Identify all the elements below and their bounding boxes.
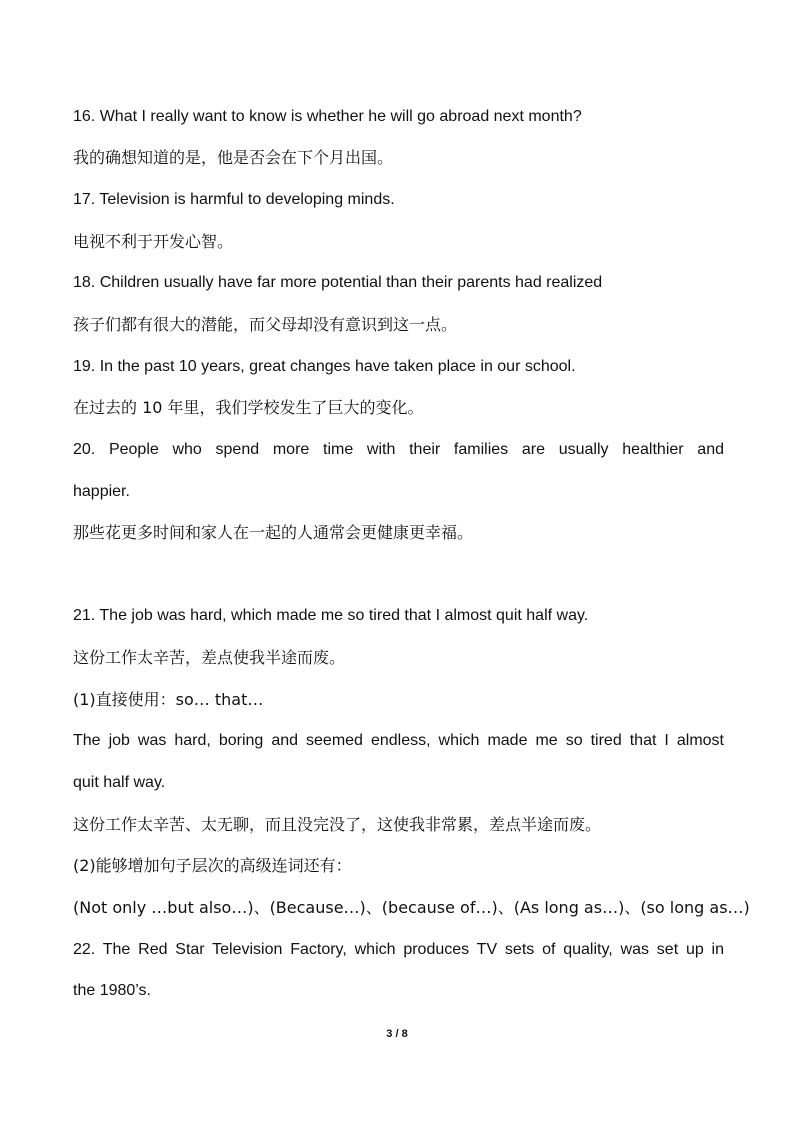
tip-2-conjunctions: (Not only …but also…)、(Because…)、(because of…)、(As long as…)、(so long as…) [73,898,750,917]
sentence-22-english-line2: the 1980’s. [73,982,151,999]
sentence-21-english: 21. The job was hard, which made me so tired that I almost quit half way. [73,607,589,624]
tip-1-example-chinese: 这份工作太辛苦、太无聊，而且没完没了，这使我非常累，差点半途而废。 [73,815,602,834]
sentence-19-english: 19. In the past 10 years, great changes have taken place in our school. [73,358,576,375]
page-number: 3 / 8 [386,1028,408,1040]
sentence-19-chinese: 在过去的 10 年里，我们学校发生了巨大的变化。 [73,398,424,417]
sentence-20-chinese: 那些花更多时间和家人在一起的人通常会更健康更幸福。 [73,523,474,542]
sentence-17-chinese: 电视不利于开发心智。 [73,232,234,251]
tip-1-example-line1: The job was hard, boring and seemed endless, which made me so tired that I almost [73,732,724,749]
sentence-18-chinese: 孩子们都有很大的潜能，而父母却没有意识到这一点。 [73,315,458,334]
sentence-18-english: 18. Children usually have far more potential than their parents had realized [73,274,603,291]
tip-1-heading: (1)直接使用：so… that… [73,690,264,709]
sentence-22-english-line1: 22. The Red Star Television Factory, which produces TV sets of quality, was set up in [73,941,724,958]
sentence-20-english-line2: happier. [73,483,130,500]
sentence-16-english: 16. What I really want to know is whether he will go abroad next month? [73,108,582,125]
sentence-17-english: 17. Television is harmful to developing minds. [73,191,395,208]
sentence-21-chinese: 这份工作太辛苦，差点使我半途而废。 [73,648,346,667]
tip-1-example-line2: quit half way. [73,774,166,791]
tip-2-heading: (2)能够增加句子层次的高级连词还有： [73,856,352,875]
sentence-20-english-line1: 20. People who spend more time with their families are usually healthier and [73,441,724,458]
sentence-16-chinese: 我的确想知道的是，他是否会在下个月出国。 [73,148,394,167]
